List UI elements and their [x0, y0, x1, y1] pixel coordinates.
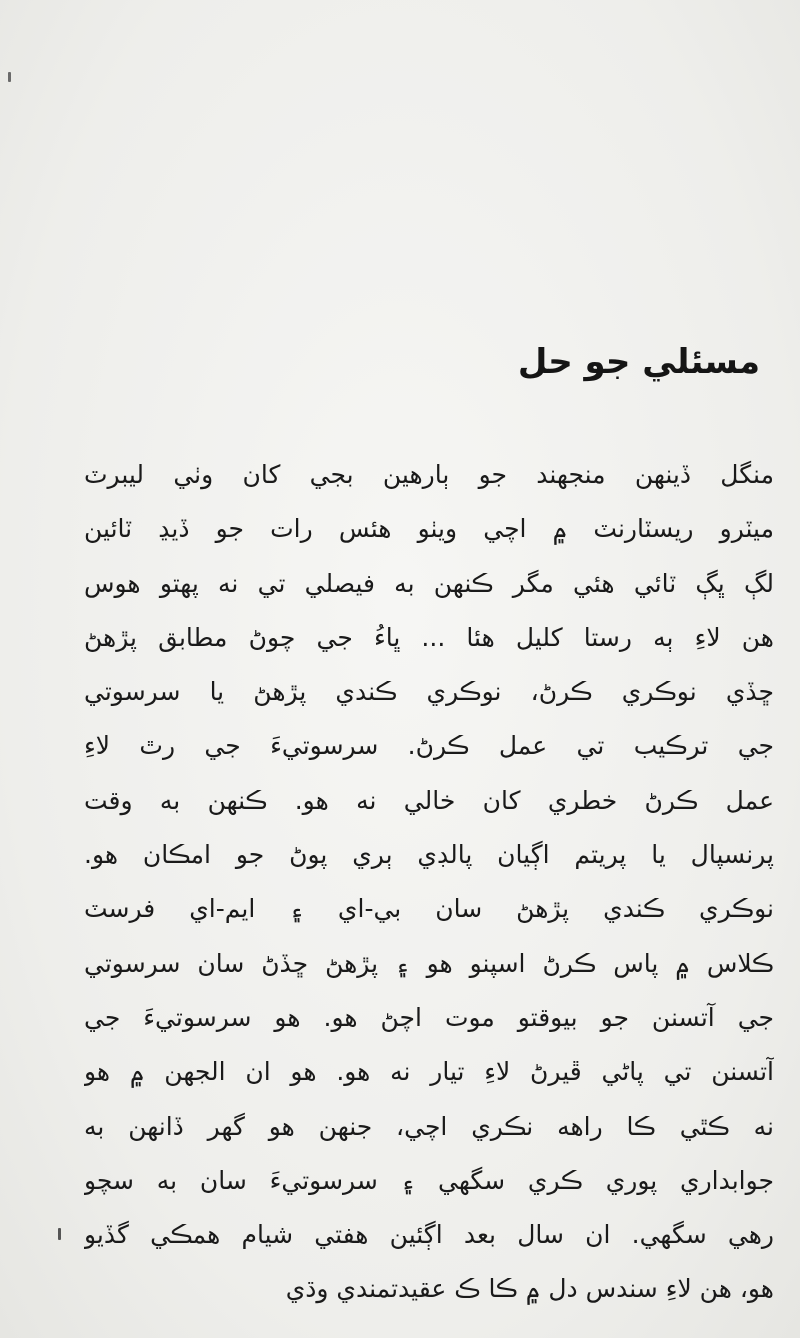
text-line: ڪلاس ۾ پاس ڪرڻ اسپنو هو ۽ پڙهڻ ڇڏڻ سان سرسوتي — [84, 948, 774, 978]
text-line: جي ترڪيب تي عمل ڪرڻ. سرسوتيءَ جي رٿ لاءِ — [84, 731, 774, 761]
text-line: هن لاءِ ٻه رستا کليل هئا ... ڀاءُ جي چوڻ مطابق پڙهڻ — [84, 622, 774, 652]
text-line: هو، هن لاءِ سندس دل ۾ ڪا ڪ عقيدتمندي وڌي — [285, 1274, 774, 1304]
scan-speck — [8, 72, 11, 82]
text-line: جوابداري پوري ڪري سگهي ۽ سرسوتيءَ سان به سچو — [84, 1165, 774, 1195]
text-line: ڇڏي نوڪري ڪرڻ، نوڪري ڪندي پڙهڻ يا سرسوتي — [84, 677, 774, 707]
text-line: جي آتسنن جو بيوقتو موت اچڻ هو. هو سرسوتيءَ جي — [84, 1002, 774, 1032]
scan-speck — [58, 1228, 61, 1240]
body-paragraph — [84, 448, 774, 1317]
text-line: ميٽرو ريسٽارنٽ ۾ اچي ويٺو هئس رات جو ڏيڍ ٽائين — [84, 514, 774, 544]
text-line: لڳ ڀڳ ٽائي هئي مگر ڪنهن به فيصلي تي نه پهتو هوس — [84, 568, 774, 598]
text-line: پرنسپال يا پريتم اڳيان پالڊي ٻري پوڻ جو امڪان هو. — [84, 840, 774, 870]
text-line: عمل ڪرڻ خطري کان خالي نه هو. ڪنهن به وقت — [84, 785, 774, 815]
text-line: نوڪري ڪندي پڙهڻ سان بي-اي ۽ ايم-اي فرسٽ — [84, 894, 774, 924]
chapter-title: مسئلي جو حل — [517, 342, 760, 382]
text-line: نه ڪٿي ڪا راهه نڪري اچي، جنهن هو گهر ڏانهن به — [84, 1111, 774, 1141]
text-line: منگل ڏينهن منجهند جو ٻارهين بجي کان وٺي ليبرٽ — [84, 460, 774, 489]
text-line: رهي سگهي. ان سال بعد اڳئين هفتي شيام همڪي گڏيو — [84, 1220, 774, 1250]
text-line: آتسنن تي پاڻي ڦيرڻ لاءِ تيار نه هو. هو ان الجهن ۾ هو — [84, 1057, 774, 1087]
